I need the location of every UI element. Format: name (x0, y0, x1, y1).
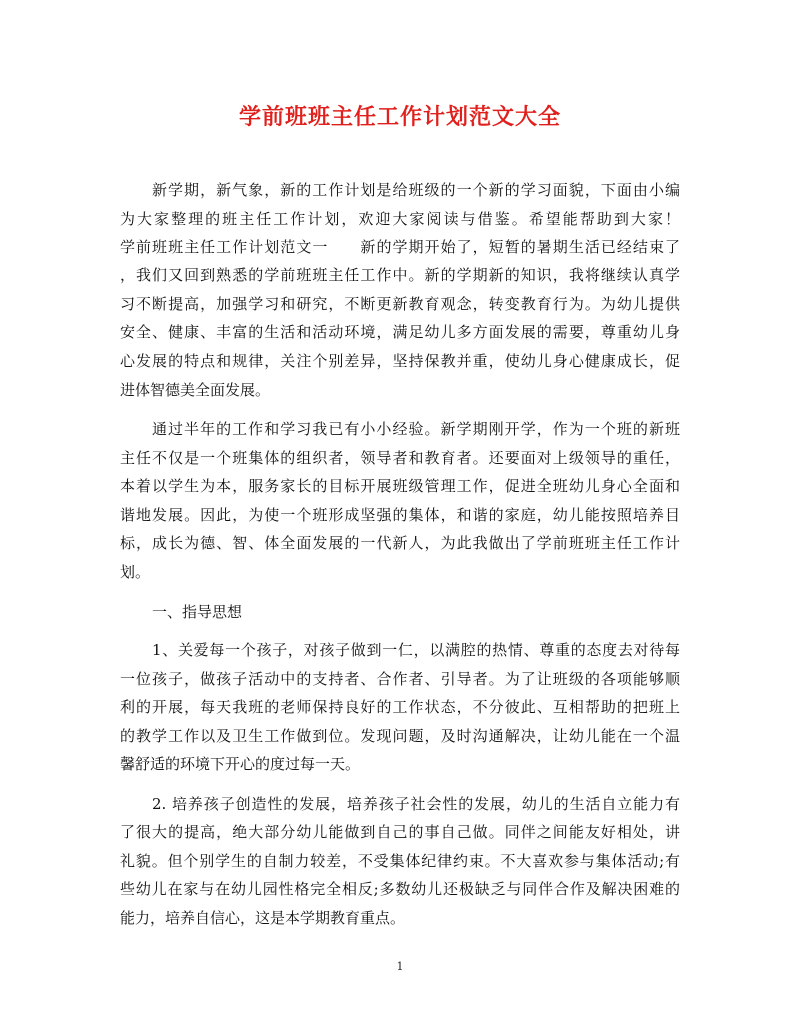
text-line: 安全、健康、丰富的生活和活动环境，满足幼儿多方面发展的需要，尊重幼儿身 (120, 323, 680, 341)
text-line: 通过半年的工作和学习我已有小小经验。新学期刚开学，作为一个班的新班 (152, 420, 680, 438)
text-line: 主任不仅是一个班集体的组织者，领导者和教育者。还要面对上级领导的重任， (120, 449, 680, 467)
text-line: 利的开展，每天我班的老师保持良好的工作状态，不分彼此、互相帮助的把班上 (120, 698, 680, 716)
text-line: 礼貌。但个别学生的自制力较差，不受集体纪律约束。不大喜欢参与集体活动;有 (120, 852, 680, 870)
text-line: 心发展的特点和规律，关注个别差异，坚持保教并重，使幼儿身心健康成长，促 (120, 352, 680, 370)
text-line: 习不断提高，加强学习和研究，不断更新教育观念，转变教育行为。为幼儿提供 (120, 295, 680, 313)
text-line: 些幼儿在家与在幼儿园性格完全相反;多数幼儿还极缺乏与同伴合作及解决困难的 (120, 880, 680, 898)
text-line: 能力，培养自信心，这是本学期教育重点。 (120, 909, 406, 927)
text-line: 新学期，新气象，新的工作计划是给班级的一个新的学习面貌，下面由小编 (152, 181, 680, 199)
text-line: 的教学工作以及卫生工作做到位。发现问题，及时沟通解决，让幼儿能在一个温 (120, 727, 680, 745)
text-line: 了很大的提高，绝大部分幼儿能做到自己的事自己做。同伴之间能友好相处，讲 (120, 823, 680, 841)
text-line: 一位孩子，做孩子活动中的支持者、合作者、引导者。为了让班级的各项能够顺 (120, 670, 680, 688)
section-heading: 一、指导思想 (152, 603, 243, 621)
text-line: 为大家整理的班主任工作计划，欢迎大家阅读与借鉴。希望能帮助到大家！ (120, 210, 680, 228)
text-line: 学前班班主任工作计划范文一 新的学期开始了，短暂的暑期生活已经结束了 (120, 238, 680, 256)
text-line: 馨舒适的环境下开心的度过每一天。 (120, 755, 361, 773)
text-line: 谐地发展。因此，为使一个班形成坚强的集体，和谐的家庭，幼儿能按照培养目 (120, 506, 680, 524)
text-line: 本着以学生为本，服务家长的目标开展班级管理工作，促进全班幼儿身心全面和 (120, 477, 680, 495)
text-line: 进体智德美全面发展。 (120, 381, 271, 399)
document-title: 学前班班主任工作计划范文大全 (238, 104, 561, 130)
page-number: 1 (396, 960, 404, 973)
text-line: ，我们又回到熟悉的学前班班主任工作中。新的学期新的知识，我将继续认真学 (120, 266, 680, 284)
text-line: 标，成长为德、智、体全面发展的一代新人，为此我做出了学前班班主任工作计 (120, 534, 680, 552)
text-line: 划。 (120, 563, 151, 581)
text-line: 1、关爱每一个孩子，对孩子做到一仁，以满腔的热情、尊重的态度去对待每 (152, 641, 680, 659)
text-line: 2. 培养孩子创造性的发展，培养孩子社会性的发展，幼儿的生活自立能力有 (152, 795, 680, 813)
